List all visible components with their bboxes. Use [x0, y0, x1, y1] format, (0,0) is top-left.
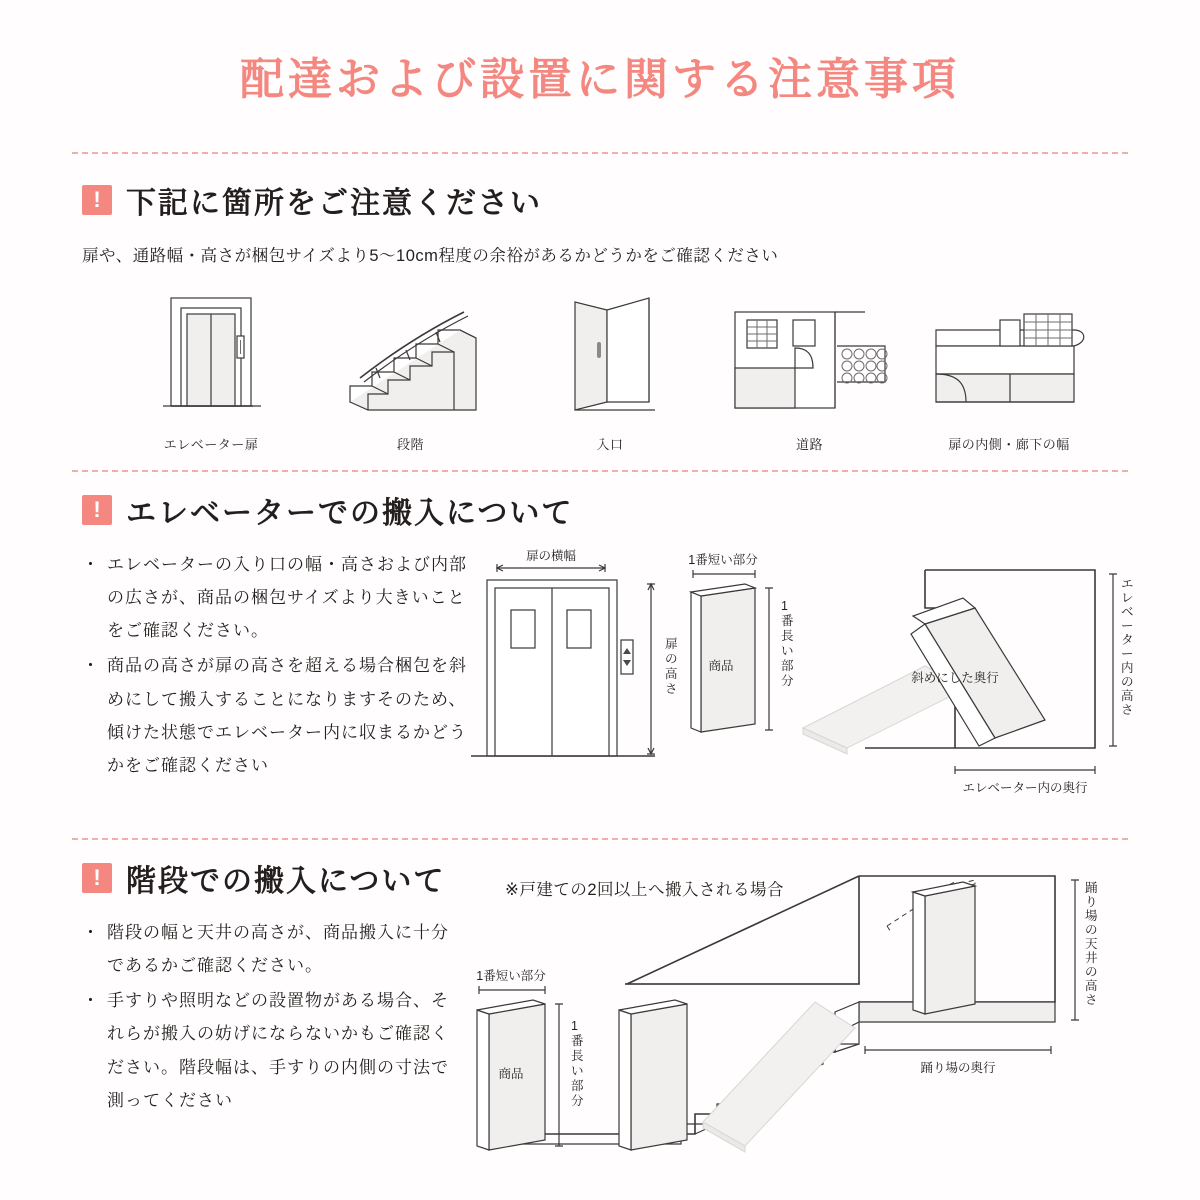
exclamation-icon: ! [82, 495, 112, 525]
road-icon [725, 290, 895, 420]
bullet-marker: ・ [82, 923, 100, 942]
bullet-text: 商品の高さが扉の高さを超える場合梱包を斜めにして搬入することになりますそのため、傾けた状態でエレベーター内に収まるかどうかをご確認ください [107, 656, 467, 775]
bullet-marker: ・ [82, 656, 100, 676]
section3-note: ※戸建ての2回以上へ搬入される場合 [505, 881, 785, 899]
label-product: 商品 [708, 659, 734, 673]
bullet-marker: ・ [82, 991, 100, 1011]
list-item [82, 984, 462, 1117]
indoor-width-icon [924, 290, 1094, 420]
bullet-marker: ・ [82, 555, 100, 574]
icon-cell-road [725, 290, 895, 453]
divider-2 [72, 470, 1128, 472]
icon-cell-elevator [126, 290, 296, 453]
icon-caption: エレベーター扉 [163, 437, 259, 452]
icon-caption: 入口 [596, 437, 624, 452]
icon-cell-indoor-width [924, 290, 1094, 453]
section1-header [82, 178, 1128, 222]
label-door-width: 扉の横幅 [525, 549, 577, 563]
section3-heading: 階段での搬入について [126, 865, 446, 898]
label-door-height: 扉の高さ [665, 637, 678, 696]
bullet-text: 階段の幅と天井の高さが、商品搬入に十分であるかご確認ください。 [107, 923, 449, 976]
page-title: 配達および設置に関する注意事項 [240, 55, 960, 104]
icon-row [82, 290, 1128, 453]
label-tilted-depth: 斜めにした奥行 [911, 671, 999, 685]
elevator-diagram [455, 548, 1135, 828]
section-check-points [82, 178, 1128, 453]
label-shortest-part: 1番短い部分 [476, 969, 546, 983]
divider-1 [72, 152, 1128, 154]
exclamation-icon: ! [82, 863, 112, 893]
label-elevator-inner-depth: エレベーター内の奥行 [962, 781, 1088, 795]
list-item [82, 548, 477, 647]
divider-3 [72, 838, 1128, 840]
stairs-icon [326, 290, 496, 420]
entrance-door-icon [525, 290, 695, 420]
bullet-text: エレベーターの入り口の幅・高さおよび内部の広さが、商品の梱包サイズより大きいことをご確認ください。 [107, 555, 467, 641]
elevator-icon [126, 290, 296, 420]
label-elevator-inner-height: エレベーター内の高さ [1121, 577, 1134, 717]
list-item [82, 649, 477, 782]
section1-note: 扉や、通路幅・高さが梱包サイズより5〜10cm程度の余裕があるかどうかをご確認ください [82, 247, 779, 265]
section2-heading: エレベーターでの搬入について [126, 497, 574, 530]
section2-header [82, 488, 1128, 532]
bullet-text: 手すりや照明などの設置物がある場合、それらが搬入の妨げにならないかもご確認ください。階段幅は、手すりの内側の寸法で測ってください [107, 991, 449, 1110]
exclamation-icon: ! [82, 185, 112, 215]
stairs-diagram [455, 862, 1145, 1162]
section3-bullets [82, 916, 462, 1117]
list-item [82, 916, 462, 982]
section1-heading: 下記に箇所をご注意ください [126, 187, 542, 220]
label-product: 商品 [498, 1067, 524, 1081]
icon-cell-entrance [525, 290, 695, 453]
label-shortest-part: 1番短い部分 [688, 553, 758, 567]
label-landing-ceiling-height: 踊り場の天井の高さ [1085, 881, 1098, 1007]
label-longest-part: 1 番長い部分 [571, 1019, 584, 1108]
section2-bullets [82, 548, 477, 782]
icon-caption: 段階 [396, 437, 424, 452]
icon-cell-stairs [326, 290, 496, 453]
label-landing-depth: 踊り場の奥行 [920, 1061, 996, 1075]
icon-caption: 扉の内側・廊下の幅 [948, 437, 1070, 452]
label-longest-part: 1 番長い部分 [781, 599, 794, 688]
icon-caption: 道路 [795, 437, 823, 452]
